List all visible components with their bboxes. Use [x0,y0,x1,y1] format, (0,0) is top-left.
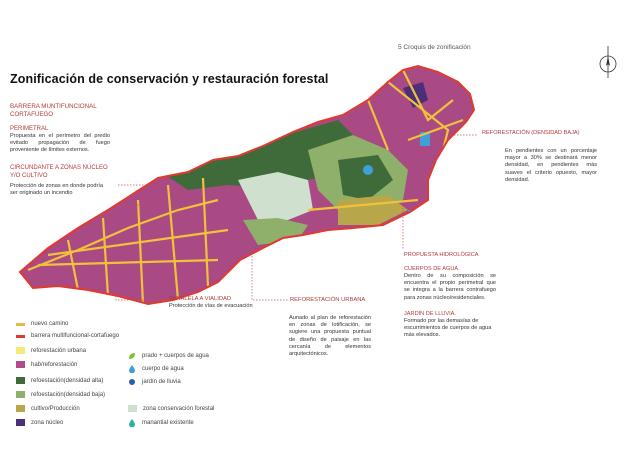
perimetral-text: Propuesta en el perímetro del predio evitado propagación de fuego proveniente de límites externos. [10,133,110,154]
swatch [16,391,25,398]
hidro-title: PROPUESTA HIDROLÓGICA [404,252,479,258]
legend-item: prado + cuerpos de agua [128,352,209,360]
leaf-icon [128,352,136,360]
rain-garden-icon [128,378,136,386]
north-arrow-icon [597,44,619,80]
swatch [128,405,137,412]
legend-item: cuerpo de agua [128,365,184,373]
swatch [16,405,25,412]
circundante-text: Protección de zonas en donde podría ser originado un incendio [10,183,103,197]
croquis-label: 5 Croquis de zonificación [398,44,471,51]
spring-icon [128,419,136,427]
water-drop-icon [128,365,136,373]
swatch [16,361,25,368]
paralela-title: PARALELA A VIALIDAD [169,296,232,302]
ref-urbana-title: REFORESTACIÓN URBANA [290,297,366,303]
legend-item: zona núcleo [16,419,63,426]
legend-item: refoestación(densidad baja) [16,391,105,398]
ref-baja-title: REFORESTACIÓN (DENSIDAD BAJA) [482,130,580,136]
water-body-3 [363,165,373,175]
jardin-title: JARDÍN DE LLUVIA. [404,311,456,317]
legend-item: cultivo/Producción [16,405,80,412]
legend-item: zona conservación forestal [128,405,214,412]
swatch [16,347,25,354]
swatch [16,419,25,426]
swatch [16,377,25,384]
barrera-title: BARRERA MUNTIFUNCIONAL CORTAFUEGO [10,103,97,118]
barrier-line-icon [16,335,25,338]
legend-item: refoestación(densidad alta) [16,377,103,384]
paralela-text: Protección de vías de evacuación [169,303,253,309]
road-line-icon [16,323,25,326]
legend-item: manantial existente [128,419,194,427]
legend-item: hab/reforestación [16,361,77,368]
legend-item: barrera multifuncional-cortafuego [16,333,119,339]
legend-item: reforestación urbana [16,347,86,354]
legend-item: nuevo camino [16,321,68,327]
ref-urbana-text: Aunado al plan de reforestación en zonas de lotificación, se sugiere una propuesta puntual de diseño de paisaje en las cercanía de elementos arquitectónicos. [289,315,371,358]
page-title: Zonificación de conservación y restauración forestal [10,72,329,86]
cuerpos-title: CUERPOS DE AGUA [404,266,459,272]
legend-item: jardín de lluvia [128,378,181,386]
circundante-title: CIRCUNDANTE A ZONAS NÚCLEO Y/O CULTIVO [10,165,108,179]
perimetral-title: PERIMETRAL [10,126,49,132]
jardin-text: Formado por las demasías de escurrimientos de cuerpos de agua más elevados. [404,318,492,339]
ref-baja-text: En pendientes con un porcentaje mayor a 30% se destinará menor densidad, en pendientes más suaves el criterio opuesto, mayor densidad. [505,148,597,183]
cuerpos-text: Dentro de su composición se encuentra el propio perimetral que se integra a la barrera contrafuego para zonas núcleo/residenciales. [404,273,496,301]
